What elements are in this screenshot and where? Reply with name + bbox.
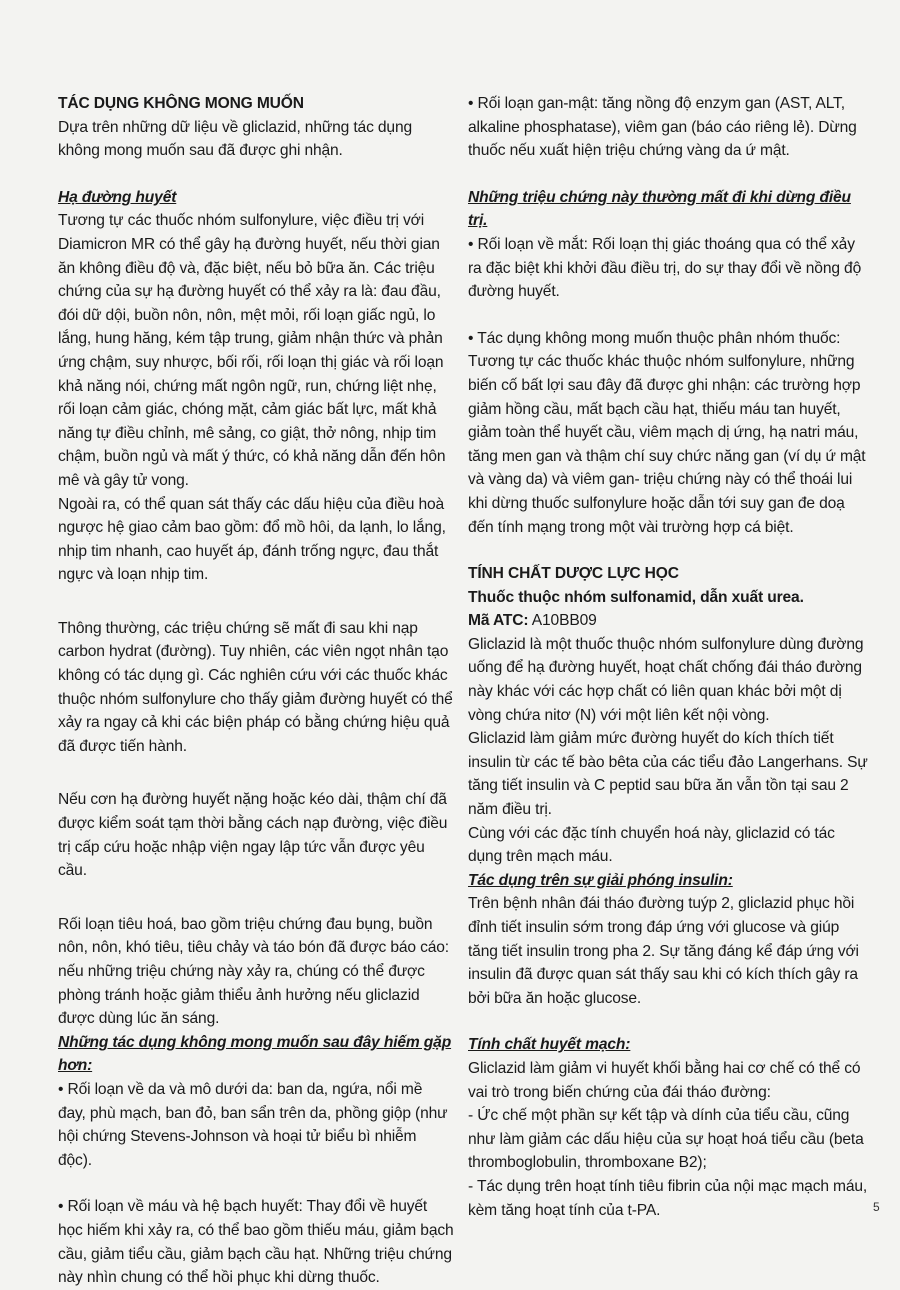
digestive-disorders-paragraph: Rối loạn tiêu hoá, bao gồm triệu chứng đau bụng, buồn nôn, nôn, khó tiêu, tiêu chảy và táo bón đã được báo cáo: nếu những triệu chứng này xảy ra, chúng có thể được phòng tránh hoặc giảm thiểu ảnh hưởng nếu gliclazid được dùng lúc ăn sáng.	[58, 915, 449, 1028]
blood-disorders-item: • Rối loạn về máu và hệ bạch huyết: Thay đổi về huyết học hiếm khi xảy ra, có thể bao gồm thiếu máu, giảm bạch cầu, giảm tiểu cầu, giảm bạch cầu hạt. Những triệu chứng này nhìn chung có thể hồi phục khi dừng thuốc.	[58, 1198, 454, 1287]
vascular-properties-heading: Tính chất huyết mạch:	[468, 1036, 631, 1054]
symptoms-disappear-heading: Những triệu chứng này thường mất đi khi dừng điều trị.	[468, 188, 851, 230]
pharmacodynamics-title: TÍNH CHẤT DƯỢC LỰC HỌC	[468, 565, 679, 583]
vascular-properties-item-2: - Tác dụng trên hoạt tính tiêu fibrin của nội mạc mạch máu, kèm tăng hoạt tính của t-PA.	[468, 1177, 868, 1219]
pharmacodynamics-paragraph-1: Gliclazid là một thuốc thuộc nhóm sulfonylure dùng đường uống để hạ đường huyết, hoạt chất chống đái tháo đường này khác với các hợp chất có liên quan khác bởi một dị vòng chứa nitơ (N) với một liên kết nội vòng.	[468, 635, 864, 724]
class-effects-item: • Tác dụng không mong muốn thuộc phân nhóm thuốc: Tương tự các thuốc khác thuộc nhóm sulfonylure, những biến cố bất lợi sau đây đã được ghi nhận: các trường hợp giảm hồng cầu, mất bạch cầu hạt, thiếu máu tan huyết, giảm toàn thể huyết cầu, viêm mạch dị ứng, hạ natri máu, tăng men gan và thậm chí suy chức năng gan (ví dụ ứ mật và vàng da) và viêm gan- triệu chứng này có thể thoái lui khi dừng thuốc sulfonylure hoặc dẫn tới suy gan đe doạ đến tính mạng trong một vài trường hợp cá biệt.	[468, 329, 866, 536]
atc-label: Mã ATC:	[468, 612, 529, 630]
skin-disorders-item: • Rối loạn về da và mô dưới da: ban da, ngứa, nổi mề đay, phù mạch, ban đỏ, ban sẩn trên da, phồng giộp (như hội chứng Stevens-Johnson và hoại tử biểu bì nhiễm độc).	[58, 1080, 448, 1169]
hypoglycemia-paragraph-3: Thông thường, các triệu chứng sẽ mất đi sau khi nạp carbon hydrat (đường). Tuy nhiên, các viên ngọt nhân tạo không có tác dụng gì. Các nghiên cứu với các thuốc khác thuộc nhóm sulfonylure cho thấy giảm đường huyết có thể xảy ra ngay cả khi các biện pháp có bằng chứng hiệu quả đã được tiến hành.	[58, 619, 453, 755]
hypoglycemia-paragraph-1: Tương tự các thuốc nhóm sulfonylure, việc điều trị với Diamicron MR có thể gây hạ đường huyết, nếu thời gian ăn không điều độ và, đặc biệt, nếu bỏ bữa ăn. Các triệu chứng của sự hạ đường huyết có thể xảy ra là: đau đầu, đói dữ dội, buồn nôn, nôn, mệt mỏi, rối loạn giấc ngủ, lo lắng, hung hăng, kém tập trung, giảm nhận thức và phản ứng chậm, suy nhược, bối rối, rối loạn thị giác và rối loạn khả năng nói, chứng mất ngôn ngữ, run, chứng liệt nhẹ, rối loạn cảm giác, chóng mặt, cảm giác bất lực, mất khả năng tự điều chỉnh, mê sảng, co giật, thở nông, nhịp tim chậm, buồn ngủ và mất ý thức, có khả năng dẫn đến hôn mê và gây tử vong.	[58, 212, 446, 489]
vascular-properties-paragraph: Gliclazid làm giảm vi huyết khối bằng hai cơ chế có thể có vai trò trong biến chứng của đái tháo đường:	[468, 1059, 861, 1101]
hypoglycemia-paragraph-4: Nếu cơn hạ đường huyết nặng hoặc kéo dài, thậm chí đã được kiểm soát tạm thời bằng cách nạp đường, việc điều trị cấp cứu hoặc nhập viện ngay lập tức vẫn được yêu cầu.	[58, 791, 448, 880]
atc-code-line	[468, 609, 868, 633]
adverse-effects-intro: Dựa trên những dữ liệu về gliclazid, những tác dụng không mong muốn sau đã được ghi nhận.	[58, 118, 412, 160]
insulin-release-paragraph: Trên bệnh nhân đái tháo đường tuýp 2, gliclazid phục hồi đỉnh tiết insulin sớm trong đáp ứng với glucose và giúp tăng tiết insulin trong pha 2. Sự tăng đáng kể đáp ứng với insulin đã được quan sát thấy sau khi có kích thích gây ra bởi bữa ăn hoặc glucose.	[468, 895, 859, 1007]
right-column	[468, 92, 868, 1222]
vascular-properties-item-1: - Ức chế một phần sự kết tập và dính của tiểu cầu, cũng như làm giảm các dấu hiệu của sự hoạt hoá tiểu cầu (beta thromboglobulin, thromboxane B2);	[468, 1107, 864, 1172]
hypoglycemia-paragraph-2: Ngoài ra, có thể quan sát thấy các dấu hiệu của điều hoà ngược hệ giao cảm bao gồm: đổ mồ hôi, da lạnh, lo lắng, nhịp tim nhanh, cao huyết áp, đánh trống ngực, đau thắt ngực và loạn nhịp tim.	[58, 495, 446, 584]
page-number: 5	[873, 1200, 880, 1214]
left-column	[58, 92, 454, 1290]
hypoglycemia-heading: Hạ đường huyết	[58, 188, 177, 206]
pharmacodynamics-paragraph-2: Gliclazid làm giảm mức đường huyết do kích thích tiết insulin từ các tế bào bêta của các tiểu đảo Langerhans. Sự tăng tiết insulin và C peptid sau bữa ăn vẫn tồn tại sau 2 năm điều trị.	[468, 730, 868, 819]
pharmacodynamics-paragraph-3: Cùng với các đặc tính chuyển hoá này, gliclazid có tác dụng trên mạch máu.	[468, 824, 835, 866]
liver-disorders-item: • Rối loạn gan-mật: tăng nồng độ enzym gan (AST, ALT, alkaline phosphatase), viêm gan (báo cáo riêng lẻ). Dừng thuốc nếu xuất hiện triệu chứng vàng da ứ mật.	[468, 95, 857, 160]
adverse-effects-title: TÁC DỤNG KHÔNG MONG MUỐN	[58, 95, 304, 112]
rare-effects-heading: Những tác dụng không mong muốn sau đây hiếm gặp hơn:	[58, 1033, 452, 1075]
atc-code: A10BB09	[528, 612, 597, 630]
insulin-release-heading: Tác dụng trên sự giải phóng insulin:	[468, 871, 733, 889]
pharmacodynamics-subtitle: Thuốc thuộc nhóm sulfonamid, dẫn xuất urea.	[468, 588, 804, 606]
eye-disorders-item: • Rối loạn về mắt: Rối loạn thị giác thoáng qua có thể xảy ra đặc biệt khi khởi đầu điều trị, do sự thay đổi về nồng độ đường huyết.	[468, 235, 862, 301]
